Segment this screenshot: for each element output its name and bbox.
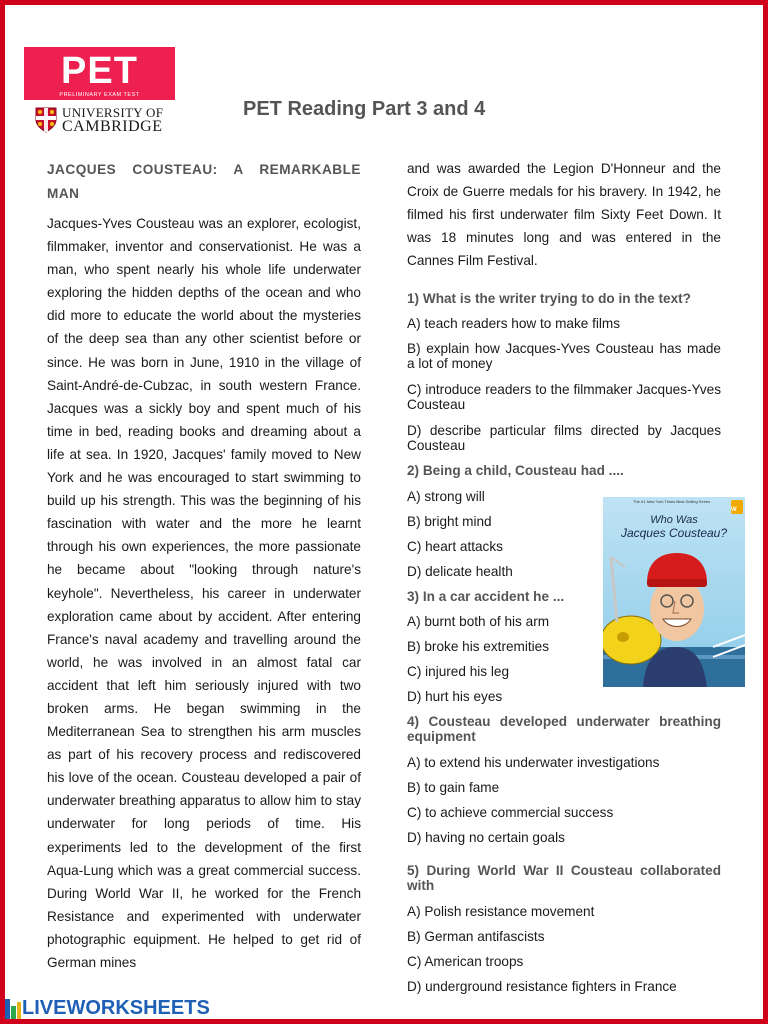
liveworksheets-logo-icon: [4, 998, 22, 1020]
question-2-option-a[interactable]: A) strong will: [407, 489, 485, 505]
book-top-text: The #1 New York Times Best-Selling Series: [633, 499, 711, 504]
book-cover-image: [603, 497, 745, 687]
article-title-line2: MAN: [47, 186, 80, 201]
question-2: 2) Being a child, Cousteau had ....: [407, 463, 624, 479]
question-3-option-a[interactable]: A) burnt both of his arm: [407, 614, 550, 630]
question-3: 3) In a car accident he ...: [407, 589, 565, 605]
question-1: 1) What is the writer trying to do in the text?: [407, 291, 691, 307]
question-5-option-b[interactable]: B) German antifascists: [407, 929, 545, 945]
question-5: 5) During World War II Cousteau collaborated with: [407, 863, 721, 894]
question-block-1: [407, 291, 721, 453]
question-block-5: [407, 863, 721, 994]
question-4: 4) Cousteau developed underwater breathing equipment: [407, 714, 721, 745]
page-title: PET Reading Part 3 and 4: [243, 98, 486, 120]
question-4-option-b[interactable]: B) to gain fame: [407, 780, 500, 796]
book-cover-illustration: [603, 497, 745, 687]
question-1-option-a[interactable]: A) teach readers how to make films: [407, 316, 621, 332]
question-2-option-d[interactable]: D) delicate health: [407, 564, 513, 580]
university-line2: CAMBRIDGE: [62, 118, 163, 135]
footer-brand: [4, 997, 210, 1020]
article-title-line1: JACQUES COUSTEAU: A REMARKABLE: [47, 162, 361, 177]
article-column: [47, 158, 361, 974]
book-title-line2: Jacques Cousteau?: [620, 526, 728, 540]
question-4-option-c[interactable]: C) to achieve commercial success: [407, 805, 614, 821]
university-line1: UNIVERSITY OF: [62, 105, 164, 120]
cambridge-logo: [35, 105, 163, 135]
question-3-option-b[interactable]: B) broke his extremities: [407, 639, 550, 655]
question-5-option-d[interactable]: D) underground resistance fighters in France: [407, 979, 677, 995]
svg-text:W: W: [731, 507, 737, 513]
question-1-option-c[interactable]: C) introduce readers to the filmmaker Jacques-Yves Cousteau: [407, 382, 721, 413]
article-continuation: and was awarded the Legion D'Honneur and the Croix de Guerre medals for his bravery. In 1942, he filmed his first underwater film Sixty Feet Down. It was 18 minutes long and was entered in the Cannes Film Festival.: [407, 161, 721, 269]
book-title-line1: Who Was: [650, 514, 698, 526]
pet-logo-text: PET: [61, 50, 138, 92]
pet-logo-subtext: PRELIMINARY EXAM TEST: [59, 92, 140, 98]
cambridge-shield-icon: [35, 107, 57, 133]
question-2-option-b[interactable]: B) bright mind: [407, 514, 492, 530]
article-body: Jacques-Yves Cousteau was an explorer, ecologist, filmmaker, inventor and conservationist. He was a man, who spent nearly his whole life underwater exploring the hidden depths of the ocean and who did more to educate the world about the mysteries of the deep sea than any other scientist before or since. He was born in June, 1910 in the village of Saint-André-de-Cubzac, in south western France. Jacques was a sickly boy and spent much of his time in bed, reading books and dreaming about a life at sea. In 1920, Jacques' family moved to New York and he was encouraged to start swimming to build up his strength. This was the beginning of his fascination with water and the more he learnt through his own experiences, the more passionate he became about "looking through nature's keyhole". Nevertheless, his career in underwater exploration came about by accident. After entering France's naval academy and travelling around the world, he was involved in an almost fatal car accident that left him seriously injured with two broken arms. He began swimming in the Mediterranean Sea to strengthen his arm muscles as part of his recovery process and rediscovered his love of the ocean. Cousteau developed a pair of underwater breathing apparatus to allow him to stay underwater for long periods of time. His experiments led to the development of the first Aqua-Lung which was a great commercial success. During World War II, he worked for the French Resistance and experimented with underwater photographic equipment. He helped to get rid of German mines: [47, 216, 361, 970]
footer-brand-text[interactable]: LIVEWORKSHEETS: [22, 997, 210, 1019]
question-2-option-c[interactable]: C) heart attacks: [407, 539, 503, 555]
question-5-option-c[interactable]: C) American troops: [407, 954, 524, 970]
question-1-option-b[interactable]: B) explain how Jacques-Yves Cousteau has made a lot of money: [407, 341, 721, 372]
question-1-option-d[interactable]: D) describe particular films directed by Jacques Cousteau: [407, 423, 721, 454]
question-4-option-d[interactable]: D) having no certain goals: [407, 830, 565, 846]
question-4-option-a[interactable]: A) to extend his underwater investigations: [407, 755, 660, 771]
question-3-option-d[interactable]: D) hurt his eyes: [407, 689, 503, 705]
pet-logo: [24, 47, 175, 100]
question-block-4: [407, 714, 721, 845]
question-3-option-c[interactable]: C) injured his leg: [407, 664, 509, 680]
question-5-option-a[interactable]: A) Polish resistance movement: [407, 904, 595, 920]
